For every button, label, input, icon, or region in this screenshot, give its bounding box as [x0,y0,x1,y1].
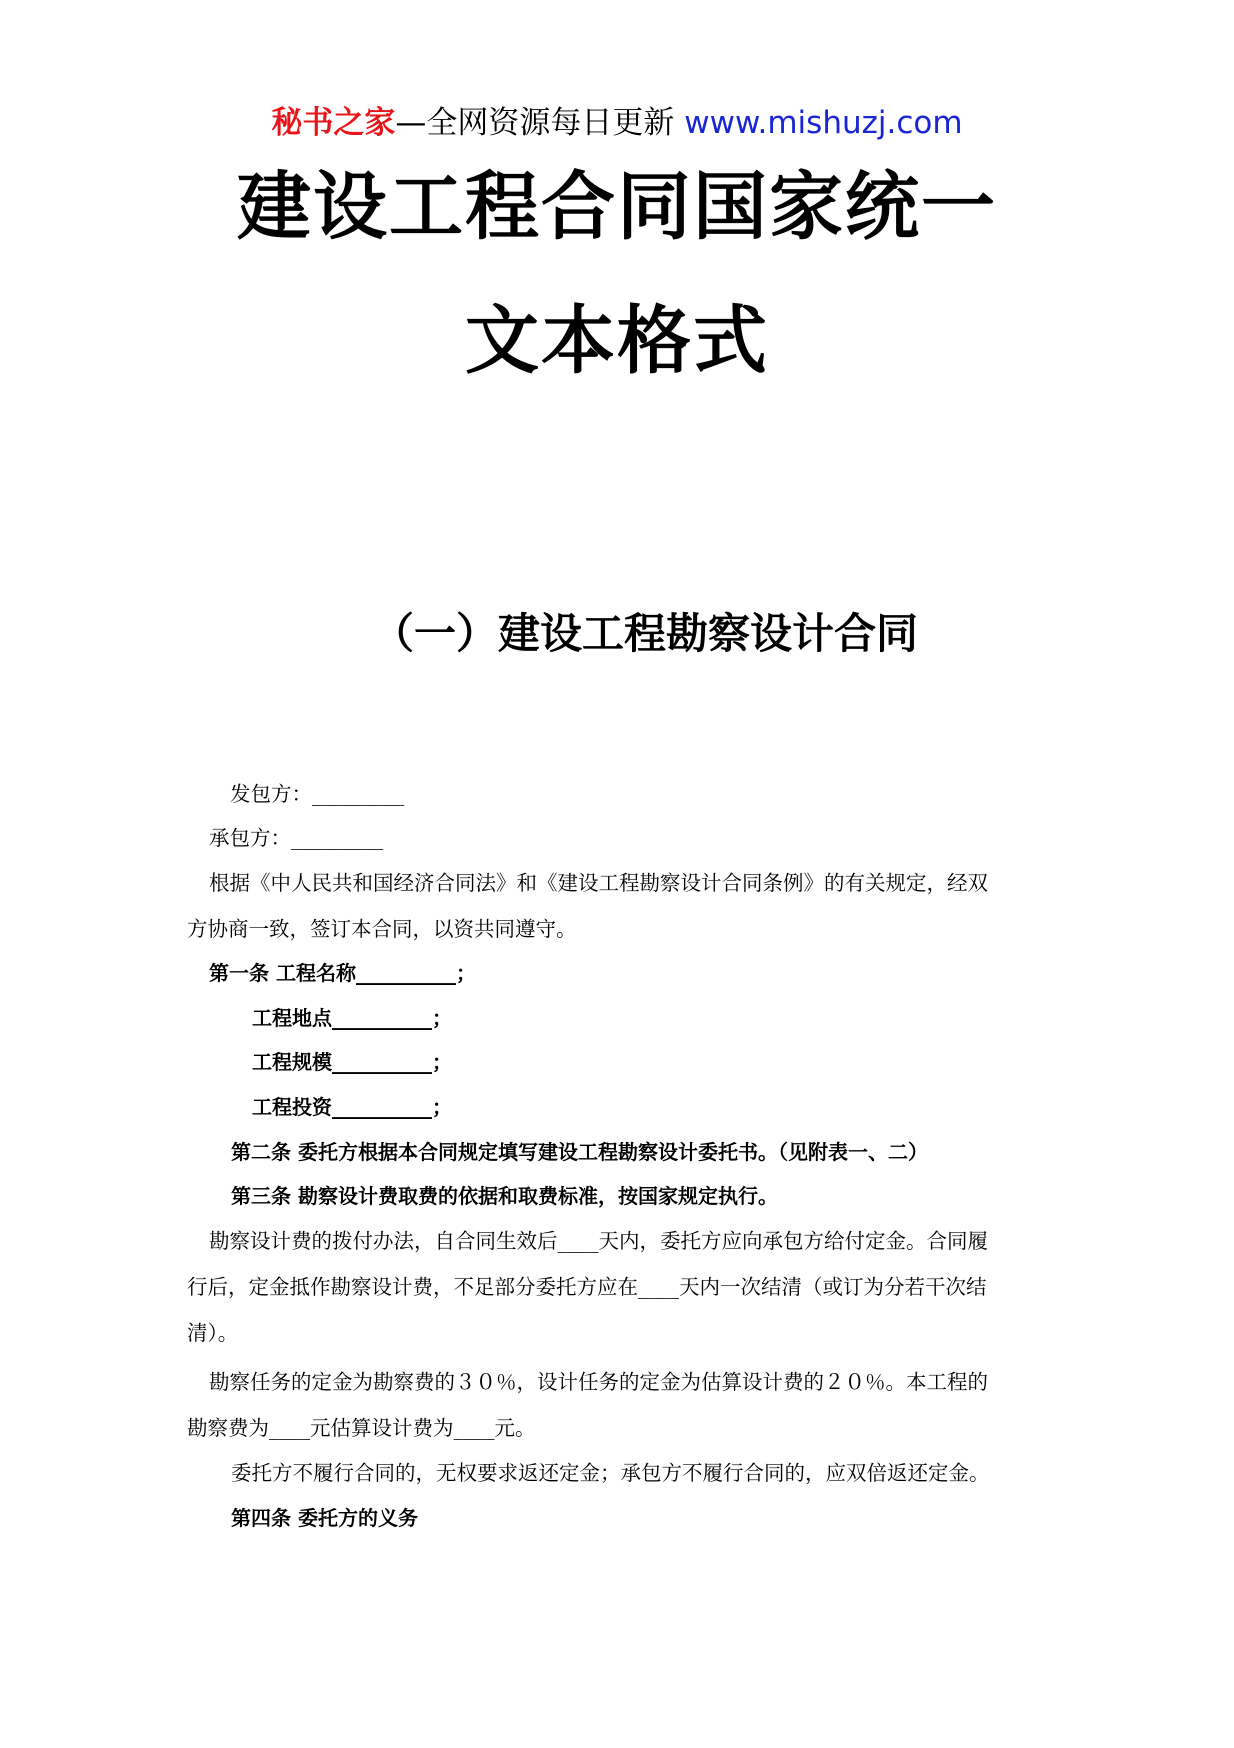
party-a-line: 发包方：_________ [230,782,405,806]
article-4-heading: 第四条 委托方的义务 [231,1506,418,1530]
document-title-line-1: 建设工程合同国家统一 [237,164,997,250]
payment-paragraph-line-1: 勘察设计费的拨付办法，自合同生效后____天内，委托方应向承包方给付定金。合同履 [209,1229,988,1253]
article-1-project-name: 第一条 工程名称__________； [209,961,476,985]
article-1-project-scale: 工程规模__________； [252,1050,452,1074]
header-tagline: —全网资源每日更新 [395,105,685,141]
site-header [0,100,1234,146]
intro-paragraph-line-1: 根据《中人民共和国经济合同法》和《建设工程勘察设计合同条例》的有关规定，经双 [209,871,988,895]
deposit-paragraph-line-2: 勘察费为____元估算设计费为____元。 [187,1416,536,1440]
article-2: 第二条 委托方根据本合同规定填写建设工程勘察设计委托书。（见附表一、二） [231,1140,928,1164]
breach-paragraph: 委托方不履行合同的，无权要求返还定金；承包方不履行合同的，应双倍返还定金。 [231,1461,990,1485]
article-3: 第三条 勘察设计费取费的依据和取费标准，按国家规定执行。 [231,1184,778,1208]
section-title: （一）建设工程勘察设计合同 [372,609,919,658]
brand-name: 秘书之家 [271,105,396,141]
article-1-project-location: 工程地点__________； [252,1006,452,1030]
intro-paragraph-line-2: 方协商一致，签订本合同，以资共同遵守。 [187,917,577,941]
site-url-link[interactable]: www.mishuzj.com [684,105,963,141]
deposit-paragraph-line-1: 勘察任务的定金为勘察费的３０％，设计任务的定金为估算设计费的２０％。本工程的 [209,1370,988,1394]
party-b-line: 承包方：_________ [209,826,384,850]
payment-paragraph-line-3: 清）。 [187,1321,239,1345]
article-1-project-investment: 工程投资__________； [252,1095,452,1119]
document-title-line-2: 文本格式 [465,298,769,384]
payment-paragraph-line-2: 行后，定金抵作勘察设计费，不足部分委托方应在____天内一次结清（或订为分若干次结 [187,1275,987,1299]
